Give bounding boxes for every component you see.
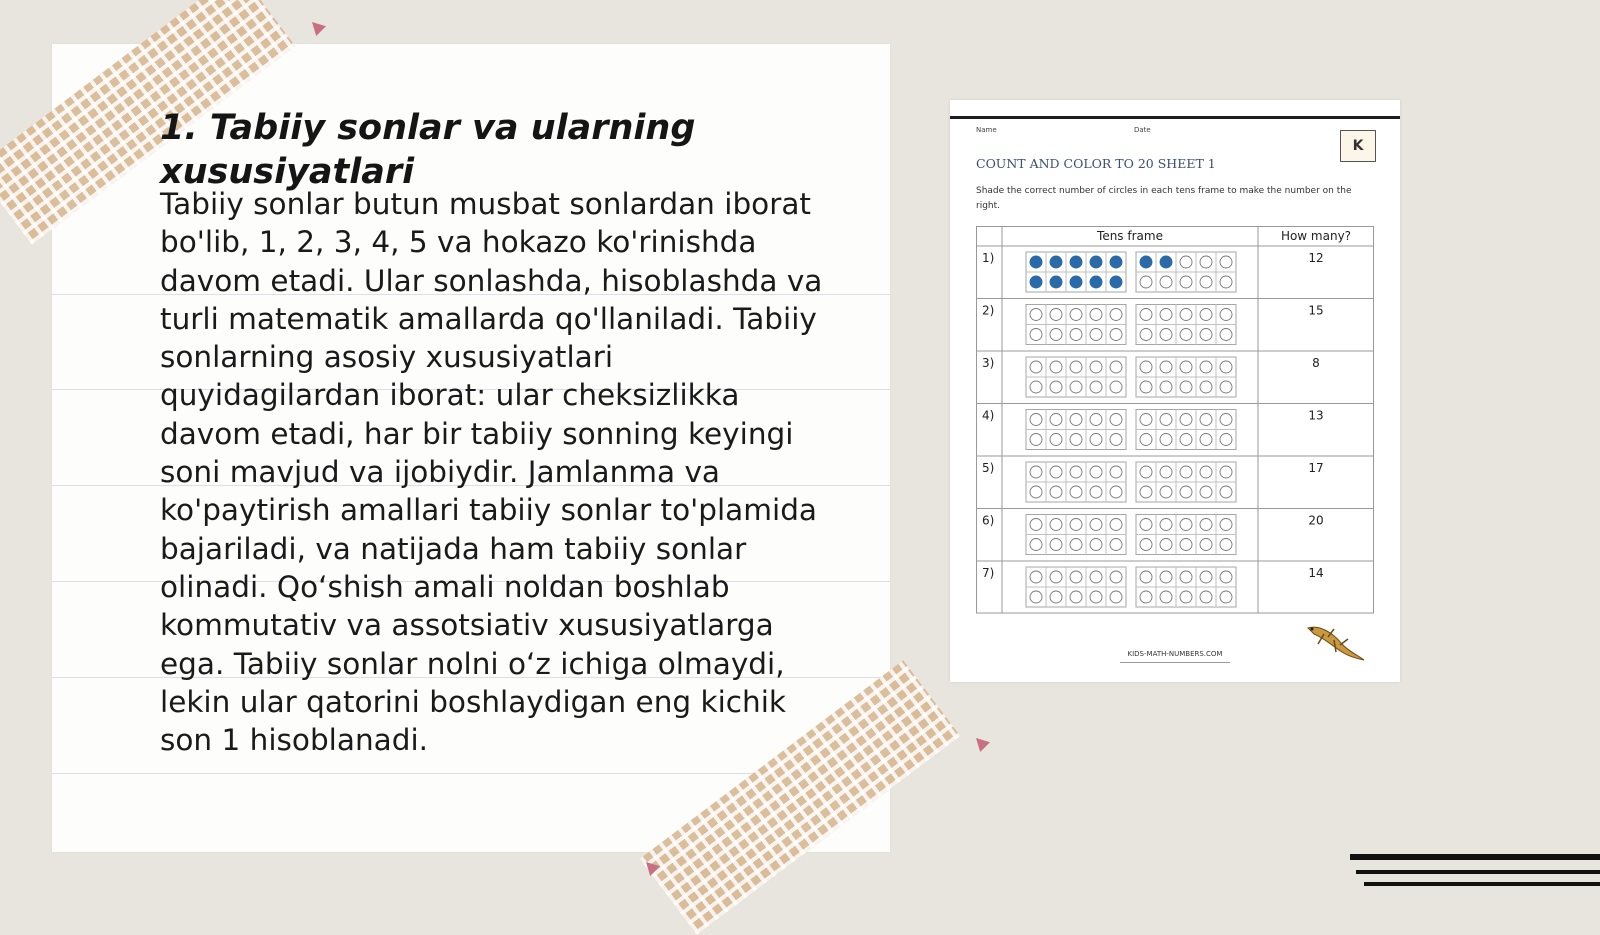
empty-circle bbox=[1160, 434, 1172, 446]
empty-circle bbox=[1160, 571, 1172, 583]
filled-circle bbox=[1050, 276, 1062, 288]
empty-circle bbox=[1220, 381, 1232, 393]
empty-circle bbox=[1200, 571, 1212, 583]
empty-circle bbox=[1110, 381, 1122, 393]
empty-circle bbox=[1050, 486, 1062, 498]
empty-circle bbox=[1160, 276, 1172, 288]
empty-circle bbox=[1090, 414, 1102, 426]
empty-circle bbox=[1030, 519, 1042, 531]
empty-circle bbox=[1110, 591, 1122, 603]
empty-circle bbox=[1070, 381, 1082, 393]
empty-circle bbox=[1090, 519, 1102, 531]
filled-circle bbox=[1070, 256, 1082, 268]
empty-circle bbox=[1070, 591, 1082, 603]
worksheet-instructions: Shade the correct number of circles in each tens frame to make the number on the right. bbox=[976, 186, 1352, 211]
empty-circle bbox=[1200, 256, 1212, 268]
empty-circle bbox=[1070, 571, 1082, 583]
empty-circle bbox=[1180, 309, 1192, 321]
empty-circle bbox=[1090, 591, 1102, 603]
empty-circle bbox=[1050, 381, 1062, 393]
empty-circle bbox=[1180, 434, 1192, 446]
worksheet-top-rule bbox=[950, 116, 1400, 119]
empty-circle bbox=[1160, 329, 1172, 341]
empty-circle bbox=[1160, 361, 1172, 373]
empty-circle bbox=[1070, 434, 1082, 446]
empty-circle bbox=[1050, 539, 1062, 551]
empty-circle bbox=[1110, 434, 1122, 446]
empty-circle bbox=[1180, 466, 1192, 478]
worksheet-image bbox=[950, 100, 1400, 682]
empty-circle bbox=[1160, 309, 1172, 321]
empty-circle bbox=[1180, 381, 1192, 393]
empty-circle bbox=[1180, 276, 1192, 288]
empty-circle bbox=[1220, 519, 1232, 531]
empty-circle bbox=[1090, 486, 1102, 498]
empty-circle bbox=[1220, 434, 1232, 446]
empty-circle bbox=[1140, 466, 1152, 478]
empty-circle bbox=[1090, 539, 1102, 551]
empty-circle bbox=[1220, 539, 1232, 551]
empty-circle bbox=[1030, 381, 1042, 393]
empty-circle bbox=[1050, 434, 1062, 446]
empty-circle bbox=[1090, 309, 1102, 321]
col-header-tens-frame: Tens frame bbox=[1097, 229, 1163, 243]
empty-circle bbox=[1220, 329, 1232, 341]
empty-circle bbox=[1030, 571, 1042, 583]
empty-circle bbox=[1140, 571, 1152, 583]
empty-circle bbox=[1070, 309, 1082, 321]
empty-circle bbox=[1050, 519, 1062, 531]
empty-circle bbox=[1070, 329, 1082, 341]
empty-circle bbox=[1180, 414, 1192, 426]
empty-circle bbox=[1030, 414, 1042, 426]
tape-corner bbox=[312, 22, 326, 36]
empty-circle bbox=[1030, 539, 1042, 551]
tens-frame-table bbox=[976, 226, 1374, 614]
empty-circle bbox=[1160, 539, 1172, 551]
empty-circle bbox=[1050, 466, 1062, 478]
empty-circle bbox=[1200, 381, 1212, 393]
empty-circle bbox=[1140, 414, 1152, 426]
empty-circle bbox=[1220, 361, 1232, 373]
empty-circle bbox=[1030, 486, 1042, 498]
empty-circle bbox=[1090, 571, 1102, 583]
footer-logo: KIDS-MATH-NUMBERS.COM bbox=[1120, 646, 1230, 663]
empty-circle bbox=[1180, 591, 1192, 603]
empty-circle bbox=[1090, 434, 1102, 446]
filled-circle bbox=[1140, 256, 1152, 268]
filled-circle bbox=[1110, 256, 1122, 268]
empty-circle bbox=[1050, 571, 1062, 583]
row-label: 3) bbox=[982, 356, 995, 370]
empty-circle bbox=[1140, 539, 1152, 551]
empty-circle bbox=[1160, 591, 1172, 603]
empty-circle bbox=[1220, 276, 1232, 288]
empty-circle bbox=[1110, 466, 1122, 478]
empty-circle bbox=[1200, 539, 1212, 551]
empty-circle bbox=[1200, 434, 1212, 446]
slide-body: Tabiiy sonlar butun musbat sonlardan iborat bo'lib, 1, 2, 3, 4, 5 va hokazo ko'rinishda davom etadi. Ular sonlashda, hisoblashda va turli matematik amallarda qo'llaniladi. Tabiiy sonlarning asosiy xususiyatlari quyidagilardan iborat: ular cheksizlikka davom etadi, har bir tabiiy sonning keyingi soni mavjud va ijobiydir. Jamlanma va ko'paytirish amallari tabiiy sonlar to'plamida bajariladi, va natijada ham tabiiy sonlar olinadi. Qo‘shish amali noldan boshlab kommutativ va assotsiativ xususiyatlarga ega. Tabiiy sonlar nolni o‘z ichiga olmaydi, lekin ular qatorini boshlaydigan eng kichik son 1 hisoblanadi. bbox=[160, 187, 823, 758]
empty-circle bbox=[1050, 329, 1062, 341]
row-label: 2) bbox=[982, 303, 995, 318]
filled-circle bbox=[1160, 256, 1172, 268]
salamander-icon bbox=[1304, 620, 1368, 664]
empty-circle bbox=[1030, 329, 1042, 341]
filled-circle bbox=[1030, 276, 1042, 288]
empty-circle bbox=[1180, 519, 1192, 531]
empty-circle bbox=[1090, 381, 1102, 393]
name-label: Name bbox=[976, 126, 997, 134]
empty-circle bbox=[1140, 519, 1152, 531]
row-count: 13 bbox=[1308, 408, 1324, 423]
filled-circle bbox=[1050, 256, 1062, 268]
empty-circle bbox=[1140, 276, 1152, 288]
row-count: 8 bbox=[1312, 356, 1320, 370]
empty-circle bbox=[1140, 381, 1152, 393]
row-count: 15 bbox=[1308, 303, 1324, 318]
empty-circle bbox=[1110, 309, 1122, 321]
empty-circle bbox=[1110, 329, 1122, 341]
empty-circle bbox=[1200, 466, 1212, 478]
empty-circle bbox=[1220, 591, 1232, 603]
col-header-how-many: How many? bbox=[1280, 229, 1352, 243]
empty-circle bbox=[1220, 414, 1232, 426]
empty-circle bbox=[1200, 414, 1212, 426]
empty-circle bbox=[1220, 571, 1232, 583]
row-count: 14 bbox=[1308, 566, 1324, 580]
empty-circle bbox=[1030, 361, 1042, 373]
empty-circle bbox=[1160, 519, 1172, 531]
row-count: 12 bbox=[1308, 251, 1324, 265]
empty-circle bbox=[1030, 309, 1042, 321]
empty-circle bbox=[1220, 466, 1232, 478]
empty-circle bbox=[1140, 434, 1152, 446]
empty-circle bbox=[1050, 414, 1062, 426]
empty-circle bbox=[1090, 466, 1102, 478]
empty-circle bbox=[1180, 571, 1192, 583]
empty-circle bbox=[1070, 519, 1082, 531]
empty-circle bbox=[1200, 519, 1212, 531]
empty-circle bbox=[1200, 276, 1212, 288]
row-label: 7) bbox=[982, 566, 995, 580]
empty-circle bbox=[1140, 309, 1152, 321]
empty-circle bbox=[1030, 591, 1042, 603]
row-label: 6) bbox=[982, 513, 995, 528]
empty-circle bbox=[1160, 486, 1172, 498]
filled-circle bbox=[1070, 276, 1082, 288]
empty-circle bbox=[1180, 256, 1192, 268]
row-label: 4) bbox=[982, 408, 995, 423]
filled-circle bbox=[1030, 256, 1042, 268]
empty-circle bbox=[1160, 381, 1172, 393]
slide-title: 1. Tabiiy sonlar va ularning xususiyatlari bbox=[160, 108, 696, 192]
empty-circle bbox=[1110, 539, 1122, 551]
row-count: 17 bbox=[1308, 461, 1324, 475]
empty-circle bbox=[1090, 329, 1102, 341]
empty-circle bbox=[1200, 329, 1212, 341]
empty-circle bbox=[1110, 361, 1122, 373]
empty-circle bbox=[1200, 591, 1212, 603]
tape-corner bbox=[976, 738, 990, 752]
empty-circle bbox=[1140, 486, 1152, 498]
empty-circle bbox=[1090, 361, 1102, 373]
empty-circle bbox=[1200, 361, 1212, 373]
empty-circle bbox=[1110, 519, 1122, 531]
row-count: 20 bbox=[1308, 513, 1324, 528]
empty-circle bbox=[1110, 414, 1122, 426]
empty-circle bbox=[1050, 309, 1062, 321]
date-label: Date bbox=[1134, 126, 1151, 134]
empty-circle bbox=[1160, 466, 1172, 478]
worksheet-title: COUNT AND COLOR TO 20 SHEET 1 bbox=[976, 156, 1216, 171]
decorative-stripes bbox=[1350, 850, 1600, 890]
worksheet-logo: K bbox=[1340, 130, 1376, 162]
empty-circle bbox=[1050, 361, 1062, 373]
empty-circle bbox=[1070, 466, 1082, 478]
empty-circle bbox=[1110, 486, 1122, 498]
filled-circle bbox=[1090, 276, 1102, 288]
empty-circle bbox=[1110, 571, 1122, 583]
empty-circle bbox=[1070, 486, 1082, 498]
empty-circle bbox=[1180, 486, 1192, 498]
empty-circle bbox=[1070, 361, 1082, 373]
empty-circle bbox=[1220, 486, 1232, 498]
filled-circle bbox=[1110, 276, 1122, 288]
empty-circle bbox=[1070, 539, 1082, 551]
empty-circle bbox=[1050, 591, 1062, 603]
empty-circle bbox=[1140, 591, 1152, 603]
empty-circle bbox=[1180, 539, 1192, 551]
empty-circle bbox=[1200, 309, 1212, 321]
row-label: 1) bbox=[982, 251, 995, 265]
empty-circle bbox=[1220, 309, 1232, 321]
empty-circle bbox=[1140, 329, 1152, 341]
empty-circle bbox=[1030, 466, 1042, 478]
row-label: 5) bbox=[982, 461, 995, 475]
empty-circle bbox=[1180, 361, 1192, 373]
filled-circle bbox=[1090, 256, 1102, 268]
empty-circle bbox=[1160, 414, 1172, 426]
empty-circle bbox=[1030, 434, 1042, 446]
empty-circle bbox=[1180, 329, 1192, 341]
empty-circle bbox=[1070, 414, 1082, 426]
empty-circle bbox=[1200, 486, 1212, 498]
empty-circle bbox=[1220, 256, 1232, 268]
empty-circle bbox=[1140, 361, 1152, 373]
